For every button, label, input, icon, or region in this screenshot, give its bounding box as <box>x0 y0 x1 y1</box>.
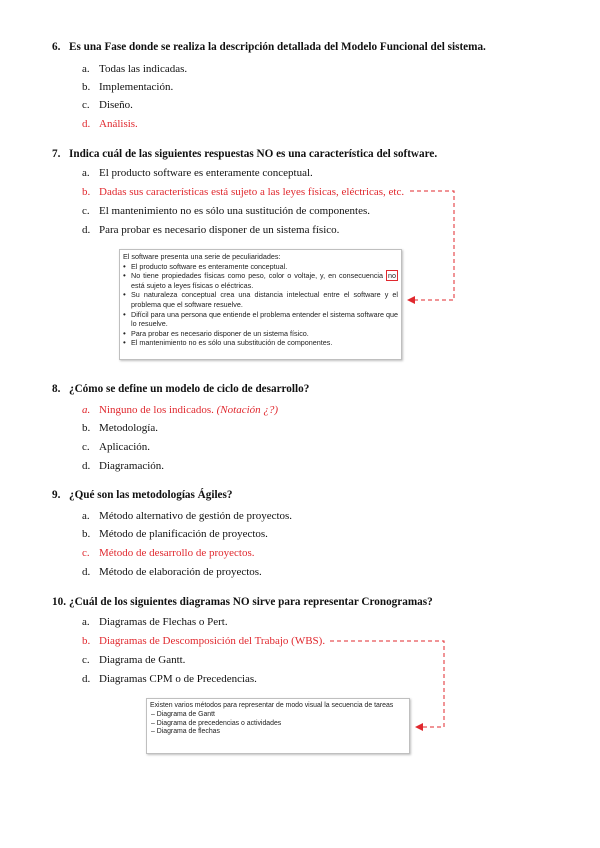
option-text: Diagramas CPM o de Precedencias. <box>99 673 257 685</box>
option-letter: c. <box>82 654 90 666</box>
excerpt-text: está sujeto a leyes físicas o eléctricas. <box>131 280 254 290</box>
question-number: 8. <box>52 383 61 395</box>
question-text: Indica cuál de las siguientes respuestas NO es una característica del software. <box>69 148 438 160</box>
option-text: Diagramas de Descomposición del Trabajo (WBS). <box>99 635 326 647</box>
excerpt-item: • Difícil para una persona que entiende el problema entender el sistema software que lo resuelve. <box>123 310 398 329</box>
option-letter: d. <box>82 566 91 578</box>
option-letter: a. <box>82 167 90 179</box>
option-text: Dadas sus características está sujeto a las leyes físicas, eléctricas, etc. <box>99 186 405 198</box>
option-letter: d. <box>82 118 91 130</box>
option-letter: a. <box>82 510 90 522</box>
option-letter: b. <box>82 528 91 540</box>
option-text: Aplicación. <box>99 441 151 453</box>
option-text: Método alternativo de gestión de proyectos. <box>99 510 293 522</box>
highlight-no: no <box>388 271 396 281</box>
option-letter: a. <box>82 404 91 416</box>
excerpt-item: • Su naturaleza conceptual crea una distancia intelectual entre el software y el problema que el software resuelve. <box>123 290 398 309</box>
excerpt-item: – Diagrama de precedencias o actividades <box>151 719 282 727</box>
option-letter: a. <box>82 616 90 628</box>
excerpt-text: No tiene propiedades físicas como peso, color o voltaje, y, en consecuencia <box>131 271 384 281</box>
arrow-q7 <box>408 191 454 300</box>
excerpt-item: • El producto software es enteramente conceptual. <box>123 262 398 272</box>
excerpt-item: • Para probar es necesario disponer de un sistema físico. <box>123 329 398 339</box>
option-letter: c. <box>82 99 90 111</box>
question-number: 6. <box>52 41 61 53</box>
option-letter: c. <box>82 205 90 217</box>
question-number: 7. <box>52 148 61 160</box>
option-letter: b. <box>82 422 91 434</box>
excerpt-item: – Diagrama de flechas <box>151 728 220 736</box>
option-letter: c. <box>82 547 90 559</box>
option-letter: d. <box>82 673 91 685</box>
option-note: (Notación ¿?) <box>216 404 279 416</box>
excerpt-item: – Diagrama de Gantt <box>151 710 215 718</box>
excerpt-item: • El mantenimiento no es sólo una substitución de componentes. <box>123 338 398 348</box>
option-text: Diagramas de Flechas o Pert. <box>99 616 228 628</box>
option-letter: a. <box>82 63 90 75</box>
option-text: Método de planificación de proyectos. <box>99 528 268 540</box>
option-text: Implementación. <box>99 81 174 93</box>
option-text: Todas las indicadas. <box>99 63 188 75</box>
option-letter: b. <box>82 635 91 647</box>
option-letter: d. <box>82 460 91 472</box>
option-text: Ninguno de los indicados. <box>99 404 214 416</box>
question-text: Es una Fase donde se realiza la descripción detallada del Modelo Funcional del sistema. <box>69 41 486 53</box>
option-letter: b. <box>82 186 91 198</box>
option-letter: b. <box>82 81 91 93</box>
option-text: Para probar es necesario disponer de un sistema físico. <box>99 224 340 236</box>
question-text: ¿Cómo se define un modelo de ciclo de desarrollo? <box>69 383 310 395</box>
option-text: El mantenimiento no es sólo una sustitución de componentes. <box>99 205 370 217</box>
option-text: Diagrama de Gantt. <box>99 654 186 666</box>
option-letter: c. <box>82 441 90 453</box>
question-text: ¿Qué son las metodologías Ágiles? <box>69 489 233 501</box>
option-text: Método de desarrollo de proyectos. <box>99 547 255 559</box>
excerpt-header: Existen varios métodos para representar de modo visual la secuencia de tareas <box>150 702 394 709</box>
option-text: Diseño. <box>99 99 133 111</box>
option-text: Diagramación. <box>99 460 165 472</box>
question-text: ¿Cuál de los siguientes diagramas NO sirve para representar Cronogramas? <box>69 596 433 608</box>
question-number: 9. <box>52 489 61 501</box>
question-number: 10. <box>52 596 66 608</box>
arrow-q10 <box>330 641 444 727</box>
option-text: Método de elaboración de proyectos. <box>99 566 262 578</box>
option-text: Metodología. <box>99 422 158 434</box>
option-text: El producto software es enteramente conceptual. <box>99 167 313 179</box>
option-letter: d. <box>82 224 91 236</box>
excerpt-header: El software presenta una serie de peculiaridades: <box>123 252 281 261</box>
option-text: Análisis. <box>99 118 138 130</box>
